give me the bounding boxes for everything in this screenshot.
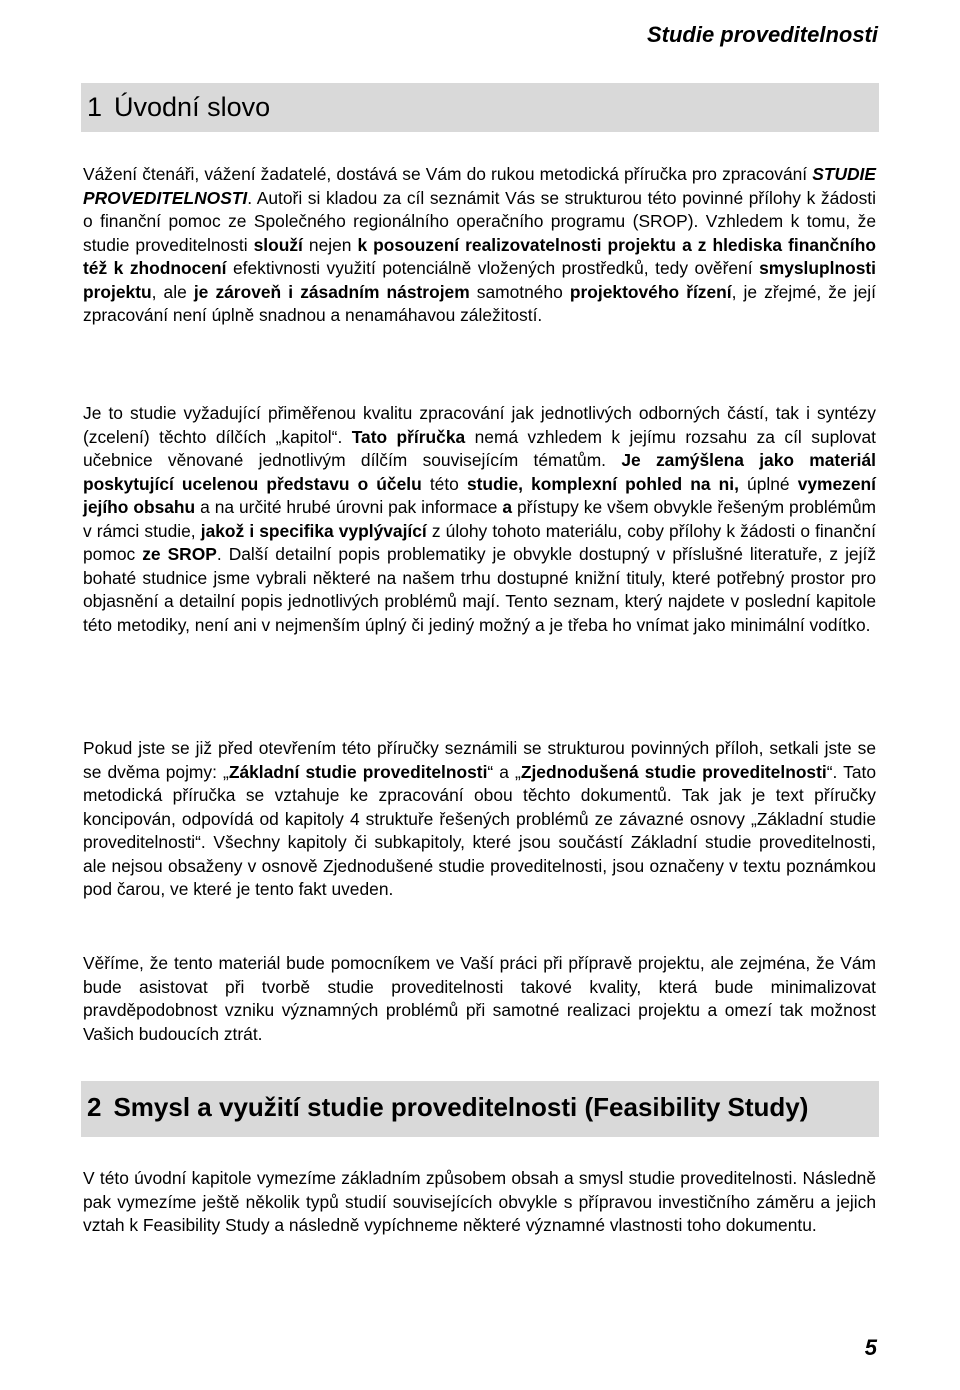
text-run: této	[421, 473, 467, 494]
section-number: 2	[87, 1092, 102, 1122]
text-run: z úlohy tohoto materiálu, coby přílohy k žádosti o finanční pomoc	[83, 520, 876, 564]
running-header: Studie proveditelnosti	[646, 22, 878, 47]
section-number: 1	[87, 92, 103, 122]
text-run-bold-italic: STUDIE PROVEDITELNOSTI	[83, 164, 876, 208]
paragraph-closing: Věříme, že tento materiál bude pomocníkem ve Vaší práci při přípravě projektu, ale zejména, že Vám bude asistovat při tvorbě studie proveditelnosti takové kvality, která bude minimalizovat pravděpodobnost vzniku významných problémů při samotné realizaci projektu a omezí tak možnost Vašich budoucích ztrát.	[83, 953, 876, 1044]
text-run-bold: Zjednodušená studie proveditelnosti	[520, 761, 827, 782]
text-run: “. Tato metodická příručka se vztahuje ke zpracování obou těchto dokumentů. Tak jak je text příručky koncipován, odpovídá od kapitoly 4 struktuře řešených problémů ze závazné osnovy „Základní studie proveditelnosti“. Všechny kapitoly či subkapitoly, které jsou součástí Základní studie proveditelnosti, ale nejsou obsaženy v osnově Zjednodušené studie proveditelnosti, jsou označeny v textu poznámkou pod čarou, ve které je tento fakt uveden.	[83, 761, 876, 899]
text-run-bold: smysluplnosti projektu	[83, 258, 876, 302]
text-run-bold: Základní studie proveditelnosti	[228, 761, 488, 782]
text-run: Pokud jste se již před otevřením této příručky seznámili se strukturou povinných příloh, setkali jste se se dvěma pojmy: „	[83, 738, 876, 782]
section-heading-2	[81, 1081, 879, 1137]
section-title: Smysl a využití studie proveditelnosti (Feasibility Study)	[113, 1092, 809, 1122]
paragraph-chapter-intro: V této úvodní kapitole vymezíme základním způsobem obsah a smysl studie proveditelnosti. Následně pak vymezíme ještě několik typů studií souvisejících obvykle s přípravou investičního záměru a jejich vztah k Feasibility Study a následně vypíchneme některé významné vlastnosti toho dokumentu.	[83, 1168, 876, 1235]
text-run-bold: Je zamýšlena jako materiál poskytující ucelenou představu o účelu	[83, 450, 876, 494]
text-run: nejen	[302, 234, 358, 255]
section-title: Úvodní slovo	[114, 92, 271, 122]
text-run: přístupy ke všem obvykle řešeným problémům v rámci studie,	[83, 497, 877, 541]
text-run-bold: jakož i specifika vyplývající	[200, 520, 427, 541]
text-run-bold: je zároveň i zásadním nástrojem	[193, 281, 470, 302]
text-run: Vážení čtenáři, vážení žadatelé, dostává se Vám do rukou metodická příručka pro zpracování	[83, 164, 813, 184]
text-run: efektivnosti využití potenciálně vložených prostředků, tedy ověření	[226, 258, 760, 278]
text-run-bold: k posouzení realizovatelnosti projektu a z hlediska finančního též k zhodnocení	[83, 234, 877, 278]
text-run-bold: slouží	[253, 234, 303, 255]
text-run: samotného	[469, 281, 570, 302]
text-run: , ale	[151, 281, 194, 302]
section-heading-1	[81, 83, 879, 132]
paragraph-intro	[83, 163, 876, 328]
text-run-bold: Tato příručka	[351, 426, 466, 447]
text-run: úplné	[738, 473, 798, 494]
text-run: Je to studie vyžadující přiměřenou kvalitu zpracování jak jednotlivých odborných částí, tak i syntézy (zcelení) těchto dílčích „kapitol“.	[83, 403, 876, 447]
paragraph-study-types	[83, 737, 876, 902]
text-run-bold: a	[502, 497, 513, 517]
text-run: a na určité hrubé úrovni pak informace	[195, 497, 503, 517]
paragraph-purpose	[83, 402, 876, 637]
text-run-bold: projektového řízení	[569, 281, 732, 302]
text-run-bold: studie, komplexní pohled na ni,	[466, 473, 739, 494]
text-run: . Další detailní popis problematiky je obvykle dostupný v příslušné literatuře, z jejíž bohaté studnice jsme vybrali některé na našem trhu dostupné knižní tituly, které potřebný prostor pro objasnění a detailní popis jednotlivých problémů mají. Tento seznam, který najdete v poslední kapitole této metodiky, není ani v nejmenším úplný či jediný možný a je třeba ho vnímat jako minimální vodítko.	[83, 544, 876, 635]
text-run-bold: ze SROP	[142, 544, 217, 564]
text-run: , je zřejmé, že její zpracování není úplně snadnou a nenamáhavou záležitostí.	[83, 281, 876, 325]
text-run: . Autoři si kladou za cíl seznámit Vás se strukturou této povinné přílohy k žádosti o finanční pomoc ze Společného regionálního operačního programu (SROP). Vzhledem k tomu, že studie proveditelnosti	[83, 187, 876, 255]
text-run-bold: vymezení jejího obsahu	[83, 473, 877, 517]
text-run: “ a „	[487, 761, 521, 782]
page-number: 5	[864, 1335, 877, 1360]
text-run: nemá vzhledem k jejímu rozsahu za cíl suplovat učebnice věnované jednotlivým dílčím souvisejícím tématům.	[83, 426, 876, 470]
